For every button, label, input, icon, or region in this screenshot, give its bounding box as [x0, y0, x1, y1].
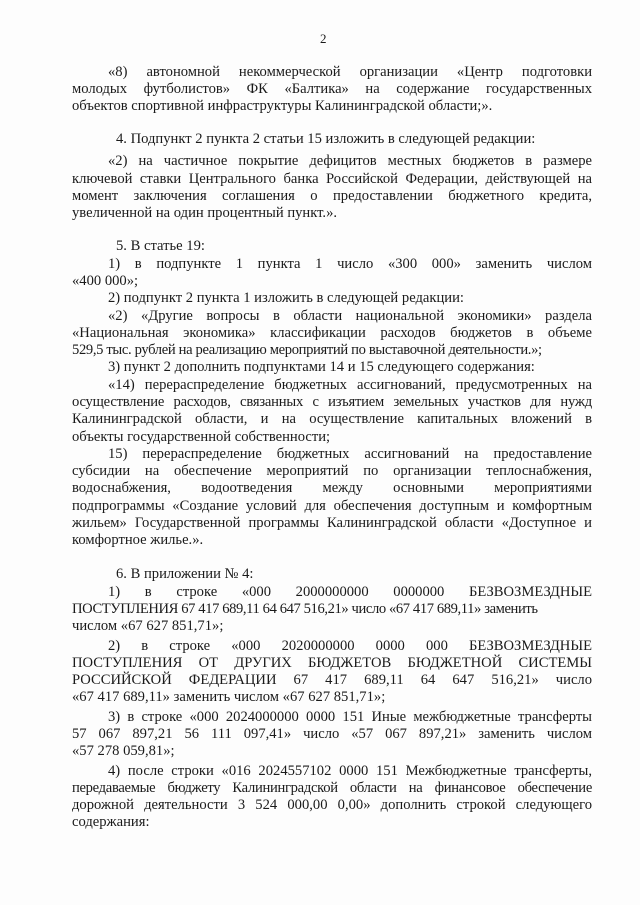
text-line: жильем» Государственной программы Калининградской области «Доступное и: [72, 515, 592, 531]
text-line: «400 000»;: [72, 273, 139, 289]
text-line: «67 417 689,11» заменить числом «67 627 851,71»;: [72, 689, 386, 705]
text-line: субсидии на обеспечение мероприятий по организации теплоснабжения,: [72, 463, 592, 479]
text-line: «57 278 059,81»;: [72, 743, 175, 759]
text-line: 3) в строке «000 2024000000 0000 151 Иные межбюджетные трансферты: [108, 709, 592, 725]
text-line: ПОСТУПЛЕНИЯ 67 417 689,11 64 647 516,21» число «67 417 689,11» заменить: [72, 601, 538, 617]
text-line: дорожной деятельности 3 524 000,00 0,00» дополнить строкой следующего: [72, 797, 592, 813]
text-line: 4) после строки «016 2024557102 0000 151 Межбюджетные трансферты,: [108, 763, 592, 779]
text-line: передаваемые бюджету Калининградской области на финансовое обеспечение: [72, 780, 592, 796]
text-line: подпрограммы «Создание условий для обеспечения доступным и комфортным: [72, 498, 592, 514]
text-line: «8) автономной некоммерческой организации «Центр подготовки: [108, 64, 592, 80]
text-line: содержания:: [72, 814, 150, 830]
text-line: 4. Подпункт 2 пункта 2 статьи 15 изложить в следующей редакции:: [116, 131, 536, 147]
text-line: 57 067 897,21 56 111 097,41» число «57 067 897,21» заменить числом: [72, 726, 592, 742]
text-line: водоснабжения, водоотведения между основными мероприятиями: [72, 480, 592, 496]
text-line: 529,5 тыс. рублей на реализацию мероприятий по выставочной деятельности.»;: [72, 342, 542, 358]
page-number: 2: [320, 31, 327, 46]
text-line: Калининградской области, и на осуществление капитальных вложений в: [72, 411, 592, 427]
text-line: 2) подпункт 2 пункта 1 изложить в следующей редакции:: [108, 290, 464, 306]
text-line: 1) в строке «000 2000000000 0000000 БЕЗВОЗМЕЗДНЫЕ: [108, 584, 592, 600]
text-line: 5. В статье 19:: [116, 238, 205, 254]
text-line: увеличенной на один процентный пункт.».: [72, 205, 338, 221]
text-line: осуществление расходов, связанных с изъятием земельных участков для нужд: [72, 394, 592, 410]
text-line: 6. В приложении № 4:: [116, 566, 254, 582]
text-line: молодых футболистов» ФК «Балтика» на содержание государственных: [72, 81, 592, 97]
text-line: 15) перераспределение бюджетных ассигнований на предоставление: [108, 446, 592, 462]
text-line: «2) «Другие вопросы в области национальной экономики» раздела: [108, 308, 592, 324]
text-line: числом «67 627 851,71»;: [72, 618, 224, 634]
text-line: комфортное жилье.».: [72, 532, 204, 548]
text-line: 3) пункт 2 дополнить подпунктами 14 и 15 следующего содержания:: [108, 359, 535, 375]
text-line: 2) в строке «000 2020000000 0000 000 БЕЗВОЗМЕЗДНЫЕ: [108, 638, 592, 654]
text-line: ключевой ставки Центрального банка Российской Федерации, действующей на: [72, 171, 592, 187]
text-line: «Национальная экономика» классификации расходов бюджетов в объеме: [72, 325, 592, 341]
text-line: «2) на частичное покрытие дефицитов местных бюджетов в размере: [108, 153, 592, 169]
text-line: РОССИЙСКОЙ ФЕДЕРАЦИИ 67 417 689,11 64 647 516,21» число: [72, 672, 592, 688]
text-line: объектов спортивной инфраструктуры Калининградской области;».: [72, 98, 493, 114]
text-line: момент заключения соглашения о предоставлении бюджетного кредита,: [72, 188, 592, 204]
text-line: ПОСТУПЛЕНИЯ ОТ ДРУГИХ БЮДЖЕТОВ БЮДЖЕТНОЙ СИСТЕМЫ: [72, 655, 592, 671]
text-line: объекты государственной собственности;: [72, 429, 331, 445]
text-line: «14) перераспределение бюджетных ассигнований, предусмотренных на: [108, 377, 592, 393]
text-line: 1) в подпункте 1 пункта 1 число «300 000» заменить числом: [108, 256, 592, 272]
